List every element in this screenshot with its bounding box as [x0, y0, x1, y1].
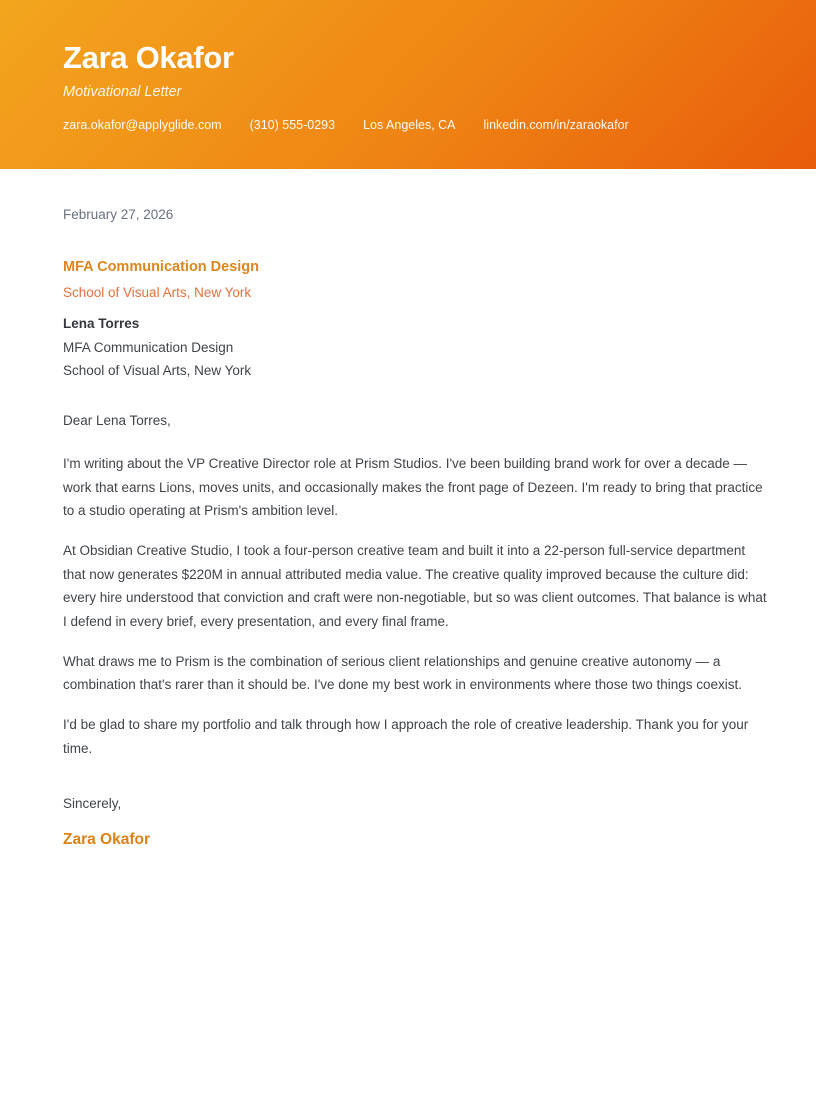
contact-linkedin: linkedin.com/in/zaraokafor [483, 118, 629, 132]
contact-phone: (310) 555-0293 [249, 118, 336, 132]
recipient-block [63, 312, 767, 383]
position-title: MFA Communication Design [63, 259, 260, 275]
header-name: Zara Okafor [63, 40, 234, 75]
position-organization: School of Visual Arts, New York [63, 285, 252, 300]
recipient-name: Lena Torres [63, 316, 140, 331]
paragraph-3: What draws me to Prism is the combination of serious client relationships and genuine creative autonomy — a combination that's rarer than it should be. I've done my best work in environments where those two things coexist. [63, 653, 743, 692]
recipient-organization: School of Visual Arts, New York [63, 363, 252, 378]
contact-location: Los Angeles, CA [363, 118, 456, 132]
letter-date: February 27, 2026 [63, 207, 174, 222]
header-subtitle: Motivational Letter [63, 84, 182, 100]
paragraph-2: At Obsidian Creative Studio, I took a four-person creative team and built it into a 22-person full-service department that now generates $220M in annual attributed media value. The creative quality improved because the culture did: every hire understood that conviction and craft were non-negotiable, but so was client outcomes. That balance is what I defend in every brief, every presentation, and every final frame. [63, 543, 767, 629]
closing: Sincerely, [63, 796, 122, 811]
greeting: Dear Lena Torres, [63, 412, 171, 428]
letter-header [0, 0, 816, 169]
contact-row [63, 117, 753, 134]
recipient-role: MFA Communication Design [63, 339, 234, 355]
signature-name: Zara Okafor [63, 830, 151, 848]
contact-email: zara.okafor@applyglide.com [63, 118, 222, 132]
paragraph-1: I'm writing about the VP Creative Director role at Prism Studios. I've been building brand work for over a decade — work that earns Lions, moves units, and occasionally makes the front page of Dezeen. I'm ready to bring that practice to a studio operating at Prism's ambition level. [63, 456, 763, 518]
letter-body [0, 205, 816, 850]
paragraph-4: I'd be glad to share my portfolio and talk through how I approach the role of creative leadership. Thank you for your time. [63, 717, 749, 756]
